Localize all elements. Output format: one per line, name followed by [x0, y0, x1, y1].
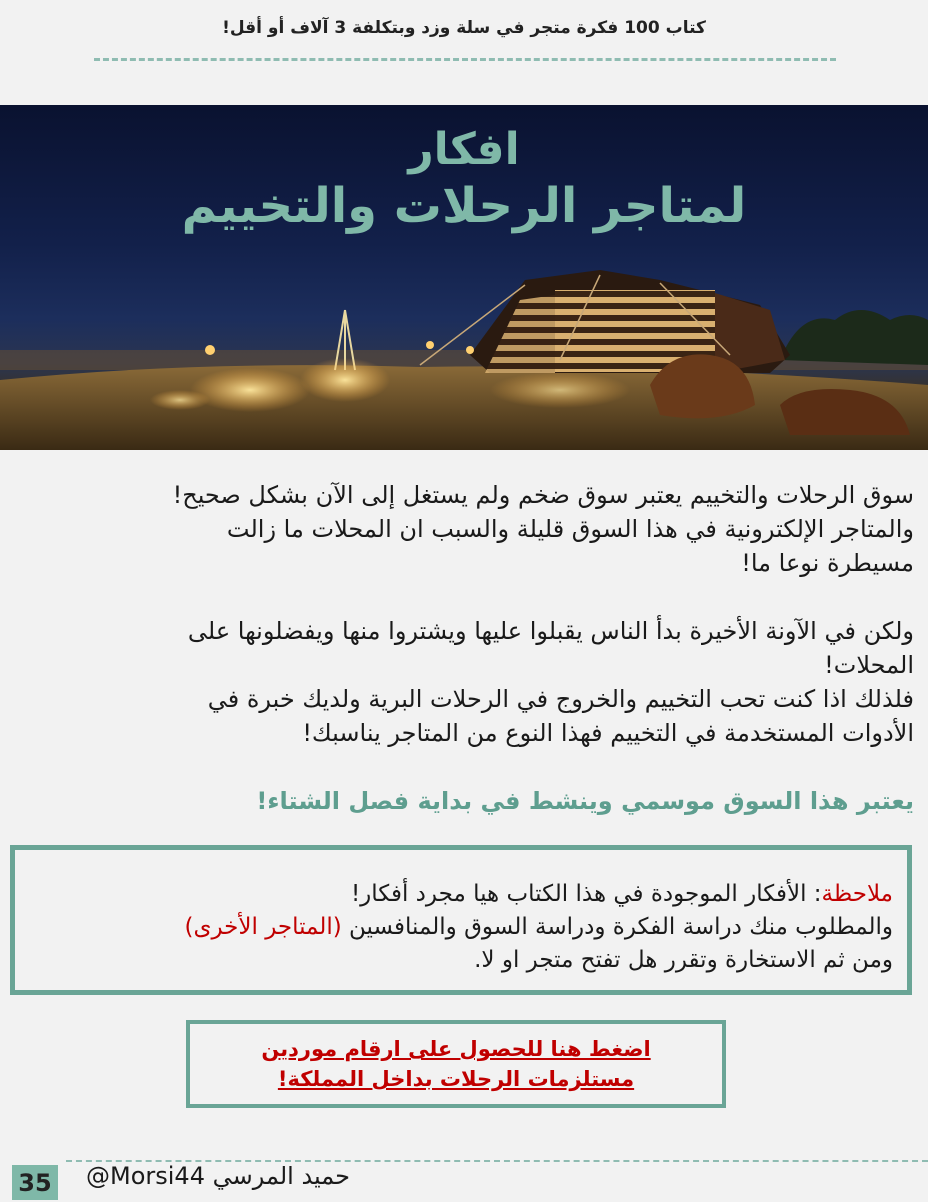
hero-title-line2: لمتاجر الرحلات والتخييم — [181, 178, 747, 234]
author-credit: @Morsi44 حميد المرسي — [86, 1162, 350, 1190]
seasonal-note: يعتبر هذا السوق موسمي وينشط في بداية فصل الشتاء! — [256, 787, 914, 815]
note-line-2-text: والمطلوب منك دراسة الفكرة ودراسة السوق والمنافسين — [341, 914, 893, 940]
paragraph-line: فلذلك اذا كنت تحب التخييم والخروج في الرحلات البرية ولديك خبرة في — [207, 685, 914, 713]
suppliers-link-box[interactable] — [186, 1020, 726, 1108]
suppliers-link-line-2[interactable]: مستلزمات الرحلات بداخل المملكة! — [277, 1067, 635, 1091]
note-line-1-text: : الأفكار الموجودة في هذا الكتاب هيا مجرد أفكار! — [350, 881, 822, 907]
page-number: 35 — [12, 1165, 58, 1200]
note-box — [10, 845, 912, 995]
body-text — [14, 478, 914, 818]
header-divider — [94, 58, 836, 61]
note-line-1 — [23, 878, 893, 911]
hero-title — [0, 123, 928, 235]
paragraph-line: مسيطرة نوعا ما! — [741, 549, 914, 577]
paragraph-line: الأدوات المستخدمة في التخييم فهذا النوع من المتاجر يناسبك! — [302, 719, 914, 747]
hero-banner — [0, 105, 928, 450]
paragraph-line: سوق الرحلات والتخييم يعتبر سوق ضخم ولم يستغل إلى الآن بشكل صحيح! — [172, 481, 914, 509]
paragraph-line: المحلات! — [824, 651, 914, 679]
note-highlight: (المتاجر الأخرى) — [184, 914, 342, 940]
hero-title-line1: افكار — [408, 124, 520, 175]
note-label: ملاحظة — [821, 881, 893, 907]
suppliers-link-line-1[interactable]: اضغط هنا للحصول على ارقام موردين — [261, 1037, 651, 1061]
note-line-2 — [23, 911, 893, 944]
note-line-3: ومن ثم الاستخارة وتقرر هل تفتح متجر او لا. — [474, 947, 893, 973]
paragraph-line: ولكن في الآونة الأخيرة بدأ الناس يقبلوا عليها ويشتروا منها ويفضلونها على — [187, 617, 914, 645]
page-header-title: كتاب 100 فكرة متجر في سلة وزد وبتكلفة 3 آلاف أو أقل! — [222, 18, 706, 38]
note-text — [23, 878, 893, 977]
paragraph-line: والمتاجر الإلكترونية في هذا السوق قليلة والسبب ان المحلات ما زالت — [226, 515, 914, 543]
